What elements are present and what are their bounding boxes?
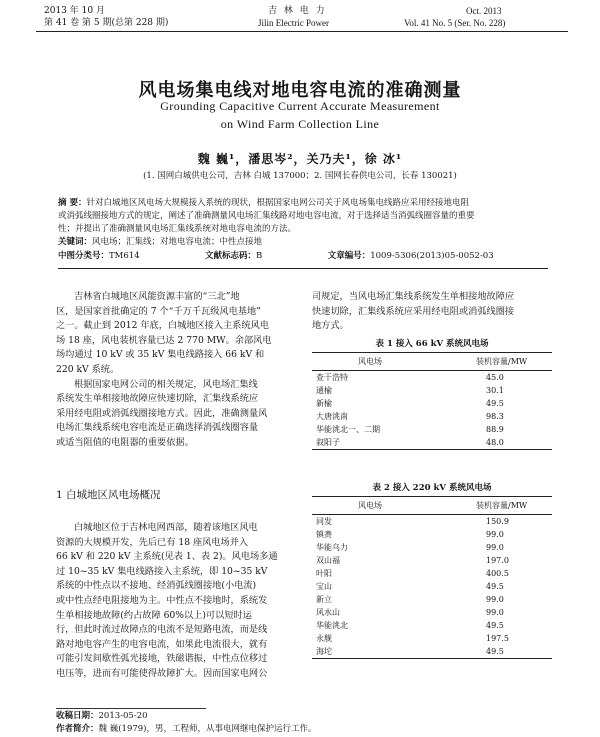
- keywords-text: 风电场；汇集线；对地电容电流；中性点接地: [92, 237, 263, 247]
- left-p3-line9: 可能引发间歇性弧光接地，铁磁谐振，中性点位移过: [56, 653, 268, 665]
- right-p1-line1: 快速切除，汇集线系统应采用经电阻或消弧线圈接: [312, 305, 515, 317]
- table2-cell-farm: 风水山: [316, 608, 340, 617]
- abstract: [58, 197, 548, 236]
- header-date-cn: 2013 年 10 月: [44, 6, 105, 16]
- doc-label: 文献标志码：: [205, 251, 257, 261]
- title-cn: 风电场集电线对地电容电流的准确测量: [138, 80, 462, 101]
- left-p2-line3: 电场汇集线系统电容电流是正确选择消弧线圈容量: [56, 422, 259, 434]
- abstract-line3: 性；并提出了准确测量风电场汇集线系统对地电容电流的方法。: [58, 224, 297, 234]
- table1-cell-capacity: 49.5: [486, 399, 504, 408]
- table2-row: [312, 567, 552, 580]
- header-rule: [36, 31, 568, 32]
- clc-value: TM614: [109, 251, 140, 261]
- table2-cell-capacity: 99.0: [486, 608, 504, 617]
- left-p3-line0: 白城地区位于吉林电网西部，随着该地区风电: [74, 522, 258, 533]
- table1-header-farm: 风电场: [312, 353, 472, 371]
- keywords-label: 关键词：: [58, 237, 93, 247]
- section-1-heading: 1 白城地区风电场概况: [56, 489, 161, 501]
- left-p1-line5: 220 kV 系统。: [56, 363, 120, 375]
- table1-row: [312, 397, 552, 410]
- table1-cell-farm: 查干浩特: [316, 373, 348, 382]
- left-p3-line2: 66 kV 和 220 kV 主系统(见表 1、表 2)。风电场多通: [56, 551, 278, 563]
- authors: 魏 巍¹，潘思岑²，关乃夫¹，徐 冰¹: [197, 152, 403, 166]
- left-p3-line6: 生单相接地故障(约占故障 60%以上)可以短时运: [56, 609, 252, 621]
- right-p1-line2: 地方式。: [312, 320, 349, 332]
- table1-cell-capacity: 30.1: [486, 386, 504, 395]
- table1-header-capacity: 装机容量/MW: [472, 353, 552, 371]
- header-date-en: Oct. 2013: [466, 6, 502, 16]
- left-p2-line2: 采用经电阻或消弧线圈接地方式。因此，准确测量风: [56, 407, 268, 419]
- abstract-rule: [58, 268, 548, 269]
- table2-row: [312, 606, 552, 619]
- left-p2-line0: 根据国家电网公司的相关规定，风电场汇集线: [74, 378, 258, 390]
- table1-cell-farm: 新榆: [316, 399, 332, 408]
- table2-row: [312, 580, 552, 593]
- footnote-rule: [56, 708, 206, 709]
- table2-row: [312, 619, 552, 632]
- left-p2-line4: 或适当阻值的电阻器的重要依据。: [56, 436, 194, 448]
- left-p1-line1: 区，是国家首批确定的 7 个“千万千瓦级风电基地”: [56, 305, 261, 317]
- left-column-section1: [56, 521, 302, 682]
- table1-row: [312, 410, 552, 423]
- table2-cell-farm: 华能洮北: [316, 621, 348, 630]
- table2: [312, 496, 552, 659]
- title-en-line2: on Wind Farm Collection Line: [220, 117, 380, 131]
- left-p3-line5: 或中性点经电阻接地为主。中性点不接地时，系统发: [56, 594, 268, 606]
- table2-cell-capacity: 99.0: [486, 595, 504, 604]
- left-column: [56, 290, 302, 451]
- table2-cell-farm: 宝山: [316, 582, 332, 591]
- art-value: 1009-5306(2013)05-0052-03: [370, 251, 494, 261]
- title-en-line1: Grounding Capacitive Current Accurate Measurement: [160, 99, 440, 113]
- table2-header-capacity: 装机容量/MW: [472, 497, 552, 515]
- doc-value: B: [256, 251, 263, 261]
- table2-row: [312, 593, 552, 606]
- header-volume-en: Vol. 41 No. 5 (Ser. No. 228): [404, 18, 506, 28]
- table1: [312, 352, 552, 450]
- table2-cell-farm: 双山福: [316, 556, 340, 565]
- affiliation: (1. 国网白城供电公司，吉林 白城 137000；2. 国网长春供电公司，长春 130021): [143, 171, 457, 181]
- table1-cell-capacity: 88.9: [486, 425, 504, 434]
- table2-row: [312, 515, 552, 529]
- table1-cell-capacity: 48.0: [472, 436, 552, 450]
- header-journal-cn: 吉 林 电 力: [268, 6, 327, 16]
- table2-row: [312, 554, 552, 567]
- abstract-line1: 针对白城地区风电场大规模接入系统的现状，根据国家电网公司关于风电场集电线路应采用经接地电阻: [86, 198, 469, 208]
- table1-cell-farm: 叙阳子: [312, 436, 472, 450]
- table2-cell-capacity: 49.5: [486, 621, 504, 630]
- table1-row: [312, 384, 552, 397]
- author-bio: 魏 巍(1979)，男，工程师，从事电网继电保护运行工作。: [98, 724, 317, 734]
- table2-cell-farm: 海坨: [312, 645, 472, 659]
- clc-label: 中图分类号：: [58, 251, 110, 261]
- table2-header-farm: 风电场: [312, 497, 472, 515]
- table2-cell-capacity: 99.0: [486, 543, 504, 552]
- table1-cell-capacity: 45.0: [486, 373, 504, 382]
- table2-cell-farm: 华能乌力: [316, 543, 348, 552]
- table2-cell-farm: 叶阳: [316, 569, 332, 578]
- table2-cell-capacity: 400.5: [486, 569, 509, 578]
- table1-cell-farm: 华能洮北一、二期: [316, 425, 380, 434]
- author-bio-label: 作者简介：: [56, 724, 99, 734]
- table2-header-row: [312, 497, 552, 515]
- table2-row: [312, 645, 552, 659]
- left-p3-line7: 行，但此时流过故障点的电流不是短路电流，而是线: [56, 624, 268, 636]
- table1-cell-farm: 大唐洮南: [316, 412, 348, 421]
- keywords: [58, 236, 548, 249]
- table1-header-row: [312, 353, 552, 371]
- received-label: 收稿日期：: [56, 711, 99, 721]
- right-p1-line0: 司规定，当风电场汇集线系统发生单相接地故障应: [312, 291, 515, 302]
- table2-row: [312, 528, 552, 541]
- left-p3-line10: 电压等，进而有可能使得故障扩大。因而国家电网公: [56, 667, 268, 679]
- abstract-line2: 或消弧线圈接地方式的规定，阐述了准确测量风电场汇集线路对地电容电流，对于选择适当消弧线圈容量的重要: [58, 211, 475, 221]
- footnote-author: [56, 723, 316, 736]
- table2-cell-capacity: 49.5: [472, 645, 552, 659]
- left-p1-line0: 吉林省白城地区风能资源丰富的“三北”地: [74, 291, 240, 302]
- left-p1-line3: 场 18 座，风电装机容量已达 2 770 MW。余部风电: [56, 334, 272, 346]
- table1-row: [312, 423, 552, 436]
- table2-cell-capacity: 99.0: [486, 530, 504, 539]
- table1-row: [312, 371, 552, 385]
- table2-cell-capacity: 49.5: [486, 582, 504, 591]
- left-p1-line2: 之一。截止到 2012 年底，白城地区接入主系统风电: [56, 320, 269, 332]
- table2-cell-farm: 永舰: [316, 634, 332, 643]
- table2-cell-capacity: 197.0: [486, 556, 509, 565]
- table2-cell-farm: 同发: [316, 517, 332, 526]
- table2-cell-capacity: 197.5: [486, 634, 509, 643]
- footnote-received: [56, 710, 148, 723]
- left-p3-line3: 过 10~35 kV 集电线路接入主系统，即 10~35 kV: [56, 565, 268, 577]
- table2-caption: 表 2 接入 220 kV 系统风电场: [372, 483, 492, 493]
- left-p3-line1: 资源的大规模开发，先后已有 18 座风电场并入: [56, 536, 249, 548]
- received-date: 2013-05-20: [98, 711, 148, 721]
- article-meta: [58, 250, 548, 263]
- table1-row: [312, 436, 552, 450]
- left-p2-line1: 系统发生单相接地故障应快速切除，汇集线系统应: [56, 393, 259, 405]
- table2-cell-farm: 镇赉: [316, 530, 332, 539]
- table2-row: [312, 632, 552, 645]
- left-p3-line4: 系统的中性点以不接地、经消弧线圈接地(小电流): [56, 580, 257, 592]
- right-column: [312, 290, 552, 334]
- table2-cell-farm: 新立: [316, 595, 332, 604]
- table2-cell-capacity: 150.9: [486, 517, 509, 526]
- table1-cell-farm: 通榆: [316, 386, 332, 395]
- left-p3-line8: 路对地电容产生的电容电流，如果此电流很大，就有: [56, 638, 268, 650]
- header-volume-cn: 第 41 卷 第 5 期(总第 228 期): [44, 18, 169, 28]
- art-label: 文章编号：: [327, 251, 371, 261]
- abstract-label: 摘 要：: [58, 198, 87, 208]
- table1-cell-capacity: 98.3: [486, 412, 504, 421]
- table2-row: [312, 541, 552, 554]
- table1-caption: 表 1 接入 66 kV 系统风电场: [375, 339, 489, 349]
- left-p1-line4: 场均通过 10 kV 或 35 kV 集电线路接入 66 kV 和: [56, 349, 265, 361]
- header-journal-en: Jilin Electric Power: [258, 18, 329, 28]
